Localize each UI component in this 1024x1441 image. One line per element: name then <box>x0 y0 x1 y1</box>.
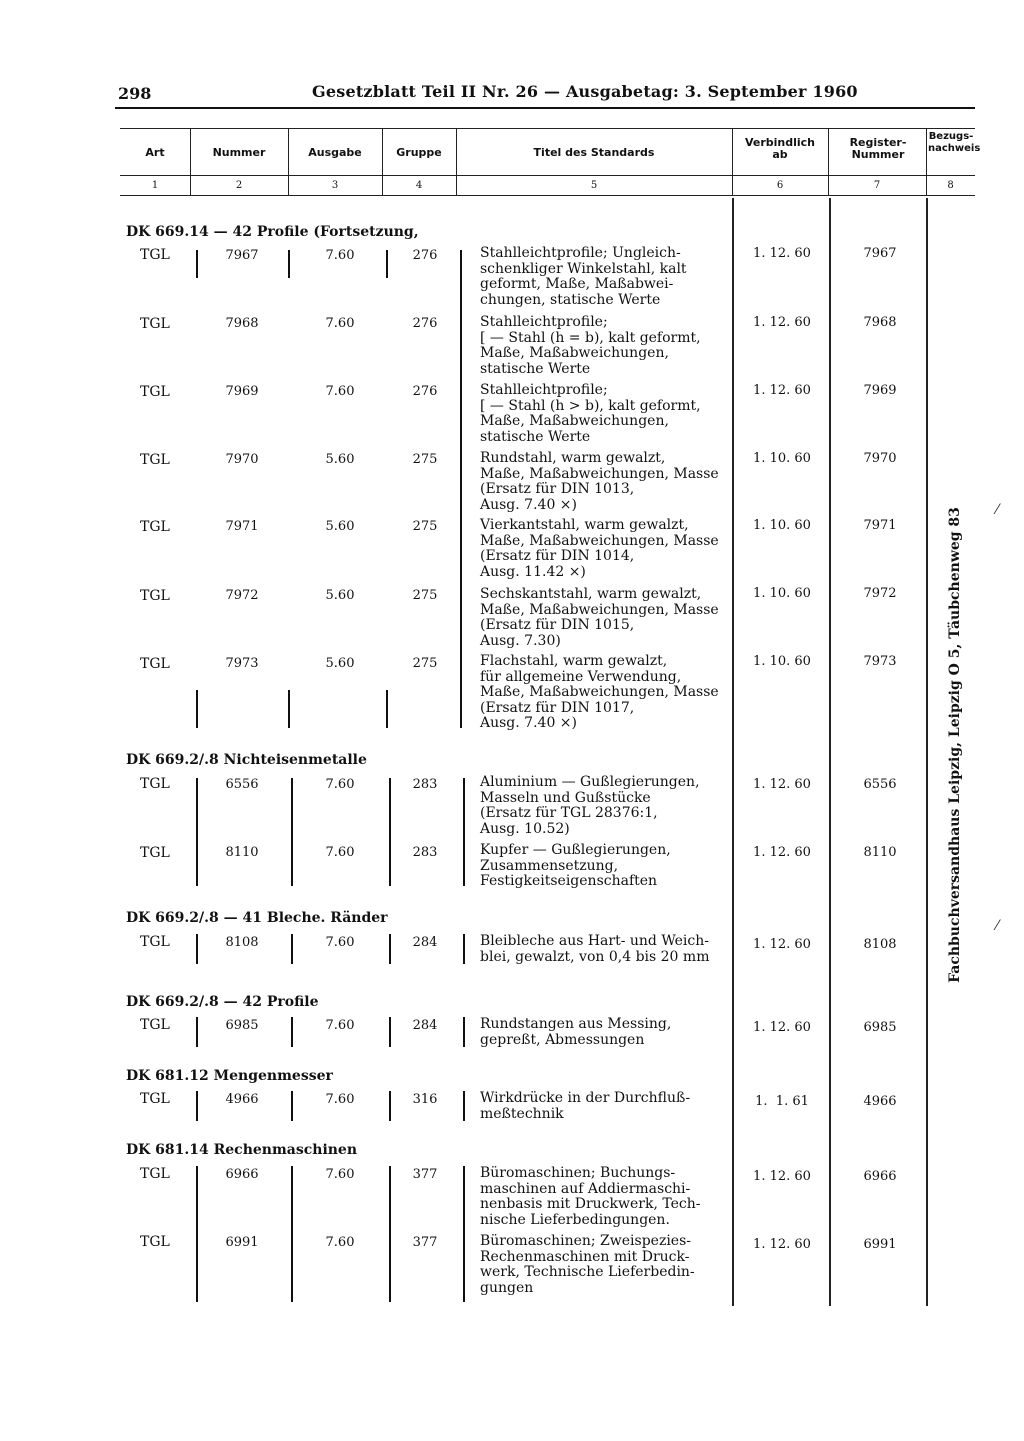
row-verbindlich: 1. 12. 60 <box>753 1169 811 1184</box>
row-titel: Stahlleichtprofile; Ungleich- schenkliger Winkelstahl, kalt geformt, Maße, Maßabwei- chungen, statische Werte <box>480 245 687 308</box>
column-bar <box>291 1091 293 1121</box>
row-gruppe: 316 <box>412 1092 438 1107</box>
section-heading: DK 669.2/.8 Nichteisenmetalle <box>126 752 367 768</box>
column-bar <box>291 1166 293 1302</box>
colnum-8: 8 <box>947 180 954 191</box>
column-bar <box>463 934 465 964</box>
row-titel: Flachstahl, warm gewalzt, für allgemeine Verwendung, Maße, Maßabweichungen, Masse (Ersatz für DIN 1017, Ausg. 7.40 ×) <box>480 653 719 731</box>
side-imprint <box>940 507 970 983</box>
row-gruppe: 275 <box>412 656 438 671</box>
header-bezugsnachweis: Bezugs-nachweis <box>928 131 981 154</box>
row-gruppe: 377 <box>412 1167 438 1182</box>
column-bar <box>196 1017 198 1047</box>
column-bar <box>460 250 462 728</box>
row-verbindlich: 1. 1. 61 <box>755 1094 809 1109</box>
row-titel: Wirkdrücke in der Durchfluß- meßtechnik <box>480 1090 691 1122</box>
row-register: 7968 <box>863 315 897 330</box>
column-bar <box>463 1166 465 1302</box>
margin-mark: ⁄ <box>996 502 999 518</box>
row-nummer: 4966 <box>225 1092 259 1107</box>
row-verbindlich: 1. 10. 60 <box>753 654 811 669</box>
column-bar <box>463 1091 465 1121</box>
column-bar <box>386 690 388 728</box>
column-bar <box>196 250 198 278</box>
row-titel: Kupfer — Gußlegierungen, Zusammensetzung, Festigkeitseigenschaften <box>480 842 671 889</box>
colnum-2: 2 <box>235 180 243 191</box>
row-nummer: 6556 <box>225 777 259 792</box>
row-nummer: 6985 <box>225 1018 259 1033</box>
row-titel: Rundstahl, warm gewalzt, Maße, Maßabweichungen, Masse (Ersatz für DIN 1013, Ausg. 7.40 ×) <box>480 450 719 513</box>
column-bar <box>196 1091 198 1121</box>
row-art: TGL <box>140 934 170 950</box>
column-bar <box>463 778 465 886</box>
column-header-block <box>120 128 981 196</box>
row-register: 8108 <box>863 937 897 952</box>
row-verbindlich: 1. 12. 60 <box>753 845 811 860</box>
row-art: TGL <box>140 316 170 332</box>
column-bar <box>288 690 290 728</box>
row-register: 7972 <box>863 586 897 601</box>
row-nummer: 6966 <box>225 1167 259 1182</box>
row-nummer: 8108 <box>225 935 259 950</box>
row-gruppe: 284 <box>412 1018 438 1033</box>
row-art: TGL <box>140 1234 170 1250</box>
column-bar <box>196 778 198 886</box>
row-art: TGL <box>140 452 170 468</box>
row-nummer: 7967 <box>225 248 259 263</box>
column-bar <box>389 1017 391 1047</box>
row-nummer: 6991 <box>225 1235 259 1250</box>
colnum-1: 1 <box>151 180 159 191</box>
row-verbindlich: 1. 12. 60 <box>753 383 811 398</box>
row-nummer: 8110 <box>225 845 259 860</box>
body-rule-verbindlich <box>732 198 734 1306</box>
body-rule-bezug <box>926 198 928 1306</box>
row-ausgabe: 7.60 <box>325 777 355 792</box>
row-titel: Rundstangen aus Messing, gepreßt, Abmessungen <box>480 1016 672 1048</box>
row-register: 7969 <box>863 383 897 398</box>
header-bottom-rule <box>120 195 975 196</box>
row-register: 7973 <box>863 654 897 669</box>
row-gruppe: 276 <box>412 384 438 399</box>
row-verbindlich: 1. 10. 60 <box>753 518 811 533</box>
row-art: TGL <box>140 776 170 792</box>
colnum-5: 5 <box>590 180 598 191</box>
column-bar <box>386 250 388 278</box>
row-ausgabe: 7.60 <box>325 248 355 263</box>
row-nummer: 7970 <box>225 452 259 467</box>
row-ausgabe: 7.60 <box>325 384 355 399</box>
header-rule <box>115 107 975 109</box>
row-verbindlich: 1. 12. 60 <box>753 246 811 261</box>
row-ausgabe: 7.60 <box>325 1235 355 1250</box>
row-art: TGL <box>140 656 170 672</box>
row-gruppe: 275 <box>412 588 438 603</box>
column-bar <box>291 778 293 886</box>
colnum-6: 6 <box>776 180 784 191</box>
row-ausgabe: 5.60 <box>325 656 355 671</box>
row-art: TGL <box>140 519 170 535</box>
row-art: TGL <box>140 247 170 263</box>
row-register: 6556 <box>863 777 897 792</box>
row-gruppe: 275 <box>412 519 438 534</box>
header-gruppe: Gruppe <box>396 146 442 159</box>
row-titel: Aluminium — Gußlegierungen, Masseln und Gußstücke (Ersatz für TGL 28376:1, Ausg. 10.52) <box>480 774 700 837</box>
row-titel: Büromaschinen; Buchungs- maschinen auf Addiermaschi- nenbasis mit Druckwerk, Tech- nische Lieferbedingungen. <box>480 1165 701 1228</box>
row-gruppe: 284 <box>412 935 438 950</box>
row-nummer: 7973 <box>225 656 259 671</box>
row-gruppe: 283 <box>412 777 438 792</box>
row-verbindlich: 1. 12. 60 <box>753 315 811 330</box>
column-bar <box>463 1017 465 1047</box>
column-bar <box>291 1017 293 1047</box>
colnum-4: 4 <box>415 180 423 191</box>
row-gruppe: 276 <box>412 248 438 263</box>
row-nummer: 7968 <box>225 316 259 331</box>
section-heading: DK 681.14 Rechenmaschinen <box>126 1142 358 1158</box>
row-gruppe: 276 <box>412 316 438 331</box>
row-titel: Büromaschinen; Zweispezies- Rechenmaschinen mit Druck- werk, Technische Lieferbedin- gungen <box>480 1233 695 1296</box>
row-titel: Bleibleche aus Hart- und Weich- blei, gewalzt, von 0,4 bis 20 mm <box>480 933 710 965</box>
row-nummer: 7972 <box>225 588 259 603</box>
margin-mark: ⁄ <box>996 918 999 934</box>
header-art: Art <box>145 146 165 159</box>
row-ausgabe: 7.60 <box>325 1167 355 1182</box>
header-register: Register-Nummer <box>849 136 907 161</box>
row-gruppe: 377 <box>412 1235 438 1250</box>
row-ausgabe: 5.60 <box>325 588 355 603</box>
row-titel: Stahlleichtprofile; [ — Stahl (h > b), kalt geformt, Maße, Maßabweichungen, statische Werte <box>480 382 701 445</box>
header-nummer: Nummer <box>212 146 266 159</box>
column-bar <box>389 778 391 886</box>
column-bar <box>288 250 290 278</box>
row-nummer: 7971 <box>225 519 259 534</box>
row-ausgabe: 5.60 <box>325 452 355 467</box>
row-verbindlich: 1. 12. 60 <box>753 777 811 792</box>
colnum-3: 3 <box>331 180 339 191</box>
header-mid-rule <box>120 175 975 176</box>
row-art: TGL <box>140 1017 170 1033</box>
column-bar <box>389 934 391 964</box>
column-bar <box>389 1091 391 1121</box>
row-register: 7970 <box>863 451 897 466</box>
row-register: 4966 <box>863 1094 897 1109</box>
row-art: TGL <box>140 384 170 400</box>
row-art: TGL <box>140 588 170 604</box>
section-heading: DK 681.12 Mengenmesser <box>126 1068 333 1084</box>
row-ausgabe: 7.60 <box>325 1018 355 1033</box>
row-register: 6966 <box>863 1169 897 1184</box>
column-bar <box>196 690 198 728</box>
row-register: 8110 <box>863 845 897 860</box>
row-verbindlich: 1. 10. 60 <box>753 586 811 601</box>
column-bar <box>196 934 198 964</box>
row-art: TGL <box>140 1091 170 1107</box>
row-titel: Sechskantstahl, warm gewalzt, Maße, Maßabweichungen, Masse (Ersatz für DIN 1015, Ausg. 7.30) <box>480 586 719 649</box>
header-ausgabe: Ausgabe <box>308 146 362 159</box>
row-register: 6991 <box>863 1237 897 1252</box>
row-nummer: 7969 <box>225 384 259 399</box>
side-imprint-text: Fachbuchversandhaus Leipzig, Leipzig O 5, Täubchenweg 83 <box>947 507 963 983</box>
column-bar <box>196 1166 198 1302</box>
header-titel: Titel des Standards <box>533 146 655 159</box>
row-gruppe: 275 <box>412 452 438 467</box>
row-ausgabe: 7.60 <box>325 316 355 331</box>
section-heading: DK 669.2/.8 — 42 Profile <box>126 994 319 1010</box>
row-verbindlich: 1. 10. 60 <box>753 451 811 466</box>
row-register: 7971 <box>863 518 897 533</box>
row-register: 6985 <box>863 1020 897 1035</box>
row-verbindlich: 1. 12. 60 <box>753 1237 811 1252</box>
body-rule-register <box>829 198 831 1306</box>
row-ausgabe: 7.60 <box>325 1092 355 1107</box>
row-titel: Stahlleichtprofile; [ — Stahl (h = b), kalt geformt, Maße, Maßabweichungen, statische Werte <box>480 314 701 377</box>
row-verbindlich: 1. 12. 60 <box>753 1020 811 1035</box>
row-art: TGL <box>140 845 170 861</box>
column-bar <box>389 1166 391 1302</box>
row-art: TGL <box>140 1166 170 1182</box>
row-ausgabe: 7.60 <box>325 845 355 860</box>
running-head: Gesetzblatt Teil II Nr. 26 — Ausgabetag: 3. September 1960 <box>312 82 858 101</box>
column-bar <box>291 934 293 964</box>
header-top-rule <box>120 128 975 129</box>
header-verbindlich: Verbindlich ab <box>744 136 816 161</box>
row-gruppe: 283 <box>412 845 438 860</box>
row-verbindlich: 1. 12. 60 <box>753 937 811 952</box>
row-register: 7967 <box>863 246 897 261</box>
row-titel: Vierkantstahl, warm gewalzt, Maße, Maßabweichungen, Masse (Ersatz für DIN 1014, Ausg. 11.42 ×) <box>480 517 719 580</box>
section-heading: DK 669.2/.8 — 41 Bleche. Ränder <box>126 910 388 926</box>
colnum-7: 7 <box>873 180 881 191</box>
row-ausgabe: 7.60 <box>325 935 355 950</box>
page-number: 298 <box>118 84 152 103</box>
section-heading: DK 669.14 — 42 Profile (Fortsetzung, <box>126 224 419 240</box>
row-ausgabe: 5.60 <box>325 519 355 534</box>
